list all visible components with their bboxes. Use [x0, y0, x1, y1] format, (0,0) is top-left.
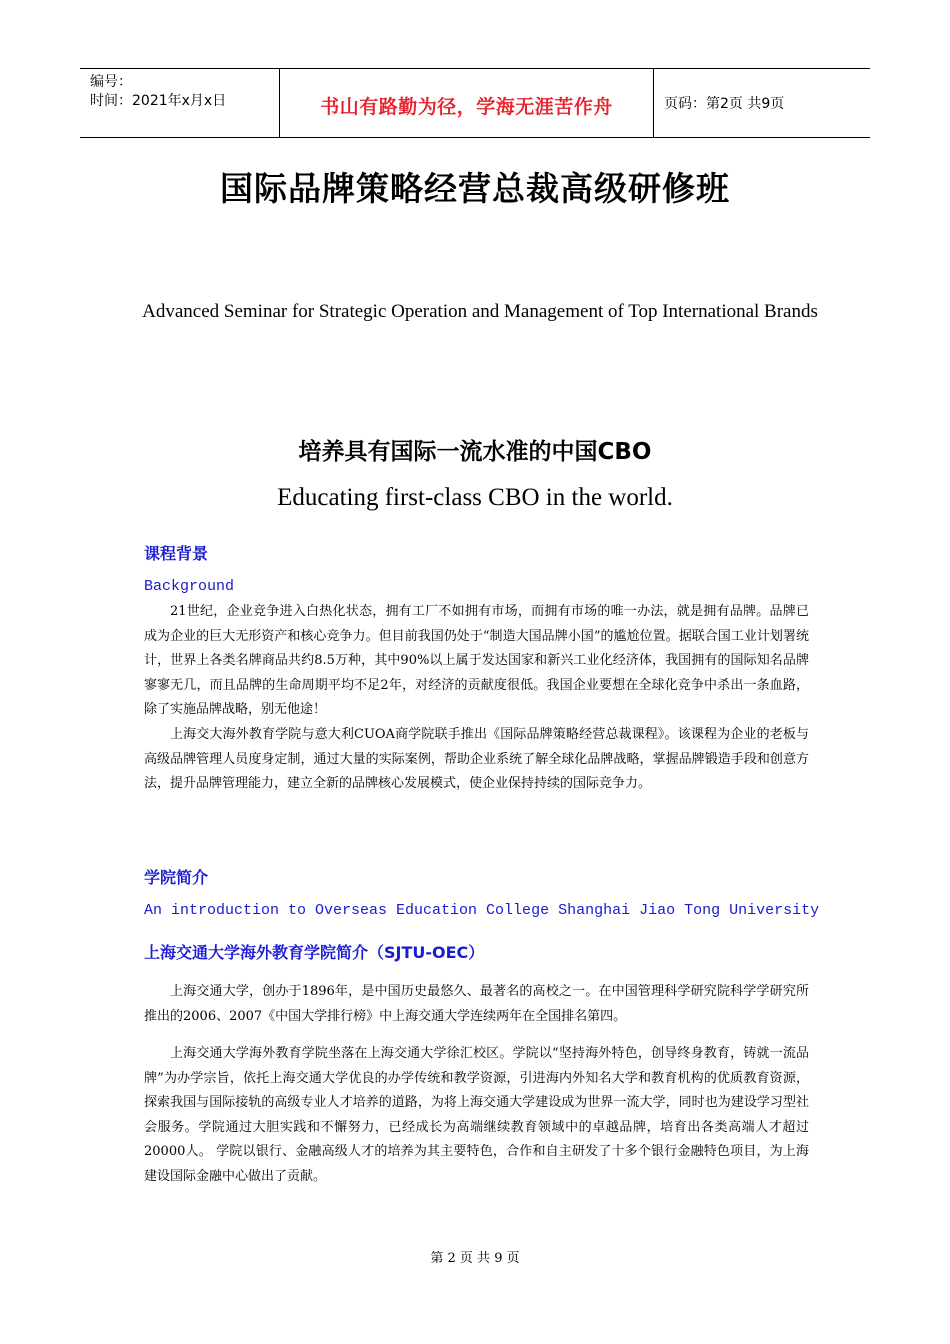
slogan-english: Educating first-class CBO in the world.: [277, 484, 673, 511]
section-subheading-college-en: An introduction to Overseas Education College Shanghai Jiao Tong University: [144, 902, 820, 919]
slogan-chinese: 培养具有国际一流水准的中国CBO: [298, 439, 652, 465]
paragraph: 21世纪，企业竞争进入白热化状态，拥有工厂不如拥有市场，而拥有市场的唯一办法，就是拥有品牌。品牌已成为企业的巨大无形资产和核心竞争力。但目前我国仍处于“制造大国品牌小国”的尴尬位置。据联合国工业计划署统计，世界上各类名牌商品共约8.5万种，其中90%以上属于发达国家和新兴工业化经济体，我国拥有的国际知名品牌寥寥无几，而且品牌的生命周期平均不足2年，对经济的贡献度很低。我国企业要想在全球化竞争中杀出一条血路，除了实施品牌战略，别无他途！: [144, 604, 809, 717]
number-label: 编号：: [90, 74, 132, 90]
page-footer: 第 2 页 共 9 页: [430, 1251, 520, 1266]
header-table: [80, 68, 870, 138]
section-heading-college: 学院简介: [144, 868, 209, 887]
section-heading-background: 课程背景: [144, 544, 209, 563]
paragraph: 上海交通大学海外教育学院坐落在上海交通大学徐汇校区。学院以“坚持海外特色，创导终身教育，铸就一流品牌”为办学宗旨，依托上海交通大学优良的办学传统和教学资源，引进海内外知名大学和教育机构的优质教育资源，探索我国与国际接轨的高级专业人才培养的道路，为将上海交通大学建设成为世界一流大学，同时也为建设学习型社会服务。学院通过大胆实践和不懈努力，已经成长为高端继续教育领域中的卓越品牌，培育出各类高端人才超过20000人。 学院以银行、金融高级人才的培养为其主要特色，合作和自主研发了十多个银行金融特色项目，为上海建设国际金融中心做出了贡献。: [144, 1046, 809, 1184]
section-subheading-college-cn: 上海交通大学海外教育学院简介（SJTU-OEC）: [144, 943, 485, 962]
english-title: Advanced Seminar for Strategic Operation and Management of Top International Brands: [142, 301, 818, 322]
paragraph: 上海交大海外教育学院与意大利CUOA商学院联手推出《国际品牌策略经营总裁课程》。该课程为企业的老板与高级品牌管理人员度身定制，通过大量的实际案例，帮助企业系统了解全球化品牌战略，掌握品牌锻造手段和创意方法，提升品牌管理能力，建立全新的品牌核心发展模式，使企业保持持续的国际竞争力。: [144, 727, 809, 791]
paragraph: 上海交通大学，创办于1896年，是中国历史最悠久、最著名的高校之一。在中国管理科学研究院科学学研究所推出的2006、2007《中国大学排行榜》中上海交通大学连续两年在全国排名第四。: [144, 984, 809, 1024]
header-left-cell: [80, 69, 280, 137]
date-label: 时间：2021年x月x日: [90, 93, 227, 109]
motto: 书山有路勤为径，学海无涯苦作舟: [280, 69, 654, 137]
section-subheading-background: Background: [144, 578, 235, 595]
page-label: 页码：第2页 共9页: [664, 96, 785, 112]
page-title: 国际品牌策略经营总裁高级研修班: [220, 169, 730, 208]
